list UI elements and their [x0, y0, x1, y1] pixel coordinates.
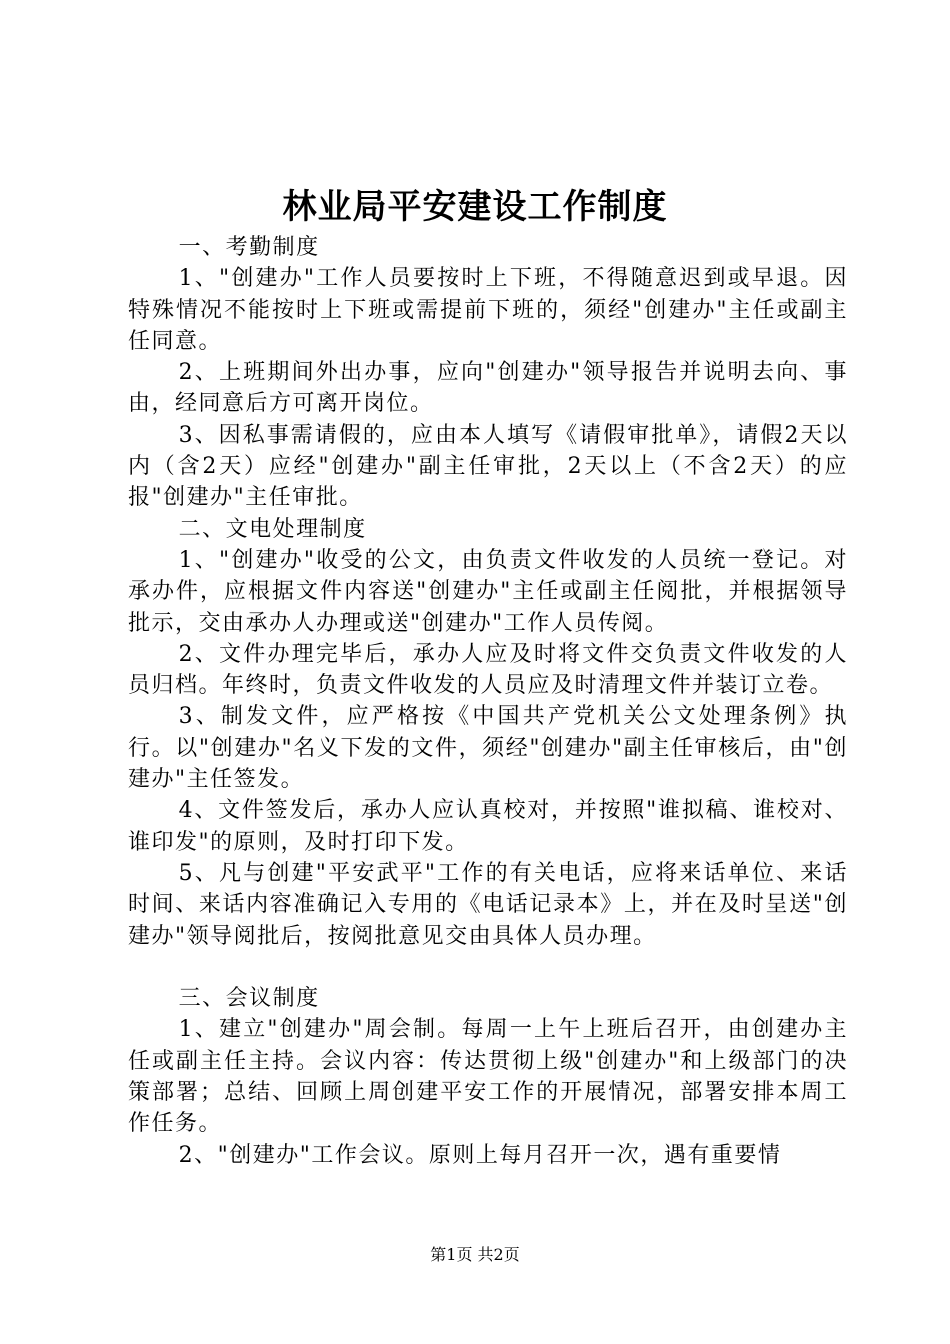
paragraph: 2、文件办理完毕后，承办人应及时将文件交负责文件收发的人员归档。年终时，负责文件收发的人员应及时清理文件并装订立卷。 [128, 641, 848, 699]
paragraph: 4、文件签发后，承办人应认真校对，并按照"谁拟稿、谁校对、谁印发"的原则，及时打印下发。 [128, 798, 848, 855]
paragraph: 2、上班期间外出办事，应向"创建办"领导报告并说明去向、事由，经同意后方可离开岗位。 [128, 360, 848, 417]
paragraph: 5、凡与创建"平安武平"工作的有关电话，应将来话单位、来话时间、来话内容准确记入专用的《电话记录本》上，并在及时呈送"创建办"领导阅批后，按阅批意见交由具体人员办理。 [128, 860, 848, 949]
section-heading-meetings: 三、会议制度 [178, 986, 320, 1012]
paragraph: 1、"创建办"收受的公文，由负责文件收发的人员统一登记。对承办件，应根据文件内容送"创建办"主任或副主任阅批，并根据领导批示，交由承办人办理或送"创建办"工作人员传阅。 [128, 547, 848, 636]
paragraph: 2、"创建办"工作会议。原则上每月召开一次，遇有重要情 [178, 1142, 782, 1168]
page-footer: 第1页 共2页 [430, 1245, 520, 1264]
paragraph: 1、"创建办"工作人员要按时上下班，不得随意迟到或早退。因特殊情况不能按时上下班或需提前下班的，须经"创建办"主任或副主任同意。 [128, 266, 848, 354]
blank-line [128, 952, 848, 983]
paragraph: 1、建立"创建办"周会制。每周一上午上班后召开，由创建办主任或副主任主持。会议内容：传达贯彻上级"创建办"和上级部门的决策部署；总结、回顾上周创建平安工作的开展情况，部署安排本周工作任务。 [128, 1017, 848, 1137]
section-heading-attendance: 一、考勤制度 [178, 235, 320, 260]
paragraph: 3、因私事需请假的，应由本人填写《请假审批单》，请假2天以内（含2天）应经"创建办"副主任审批，2天以上（不含2天）的应报"创建办"主任审批。 [128, 422, 848, 511]
document-body [128, 232, 848, 1171]
section-heading-documents: 二、文电处理制度 [178, 516, 367, 542]
document-title: 林业局平安建设工作制度 [282, 187, 668, 227]
paragraph: 3、制发文件，应严格按《中国共产党机关公文处理条例》执行。以"创建办"名义下发的文件，须经"创建办"副主任审核后，由"创建办"主任签发。 [128, 704, 848, 793]
